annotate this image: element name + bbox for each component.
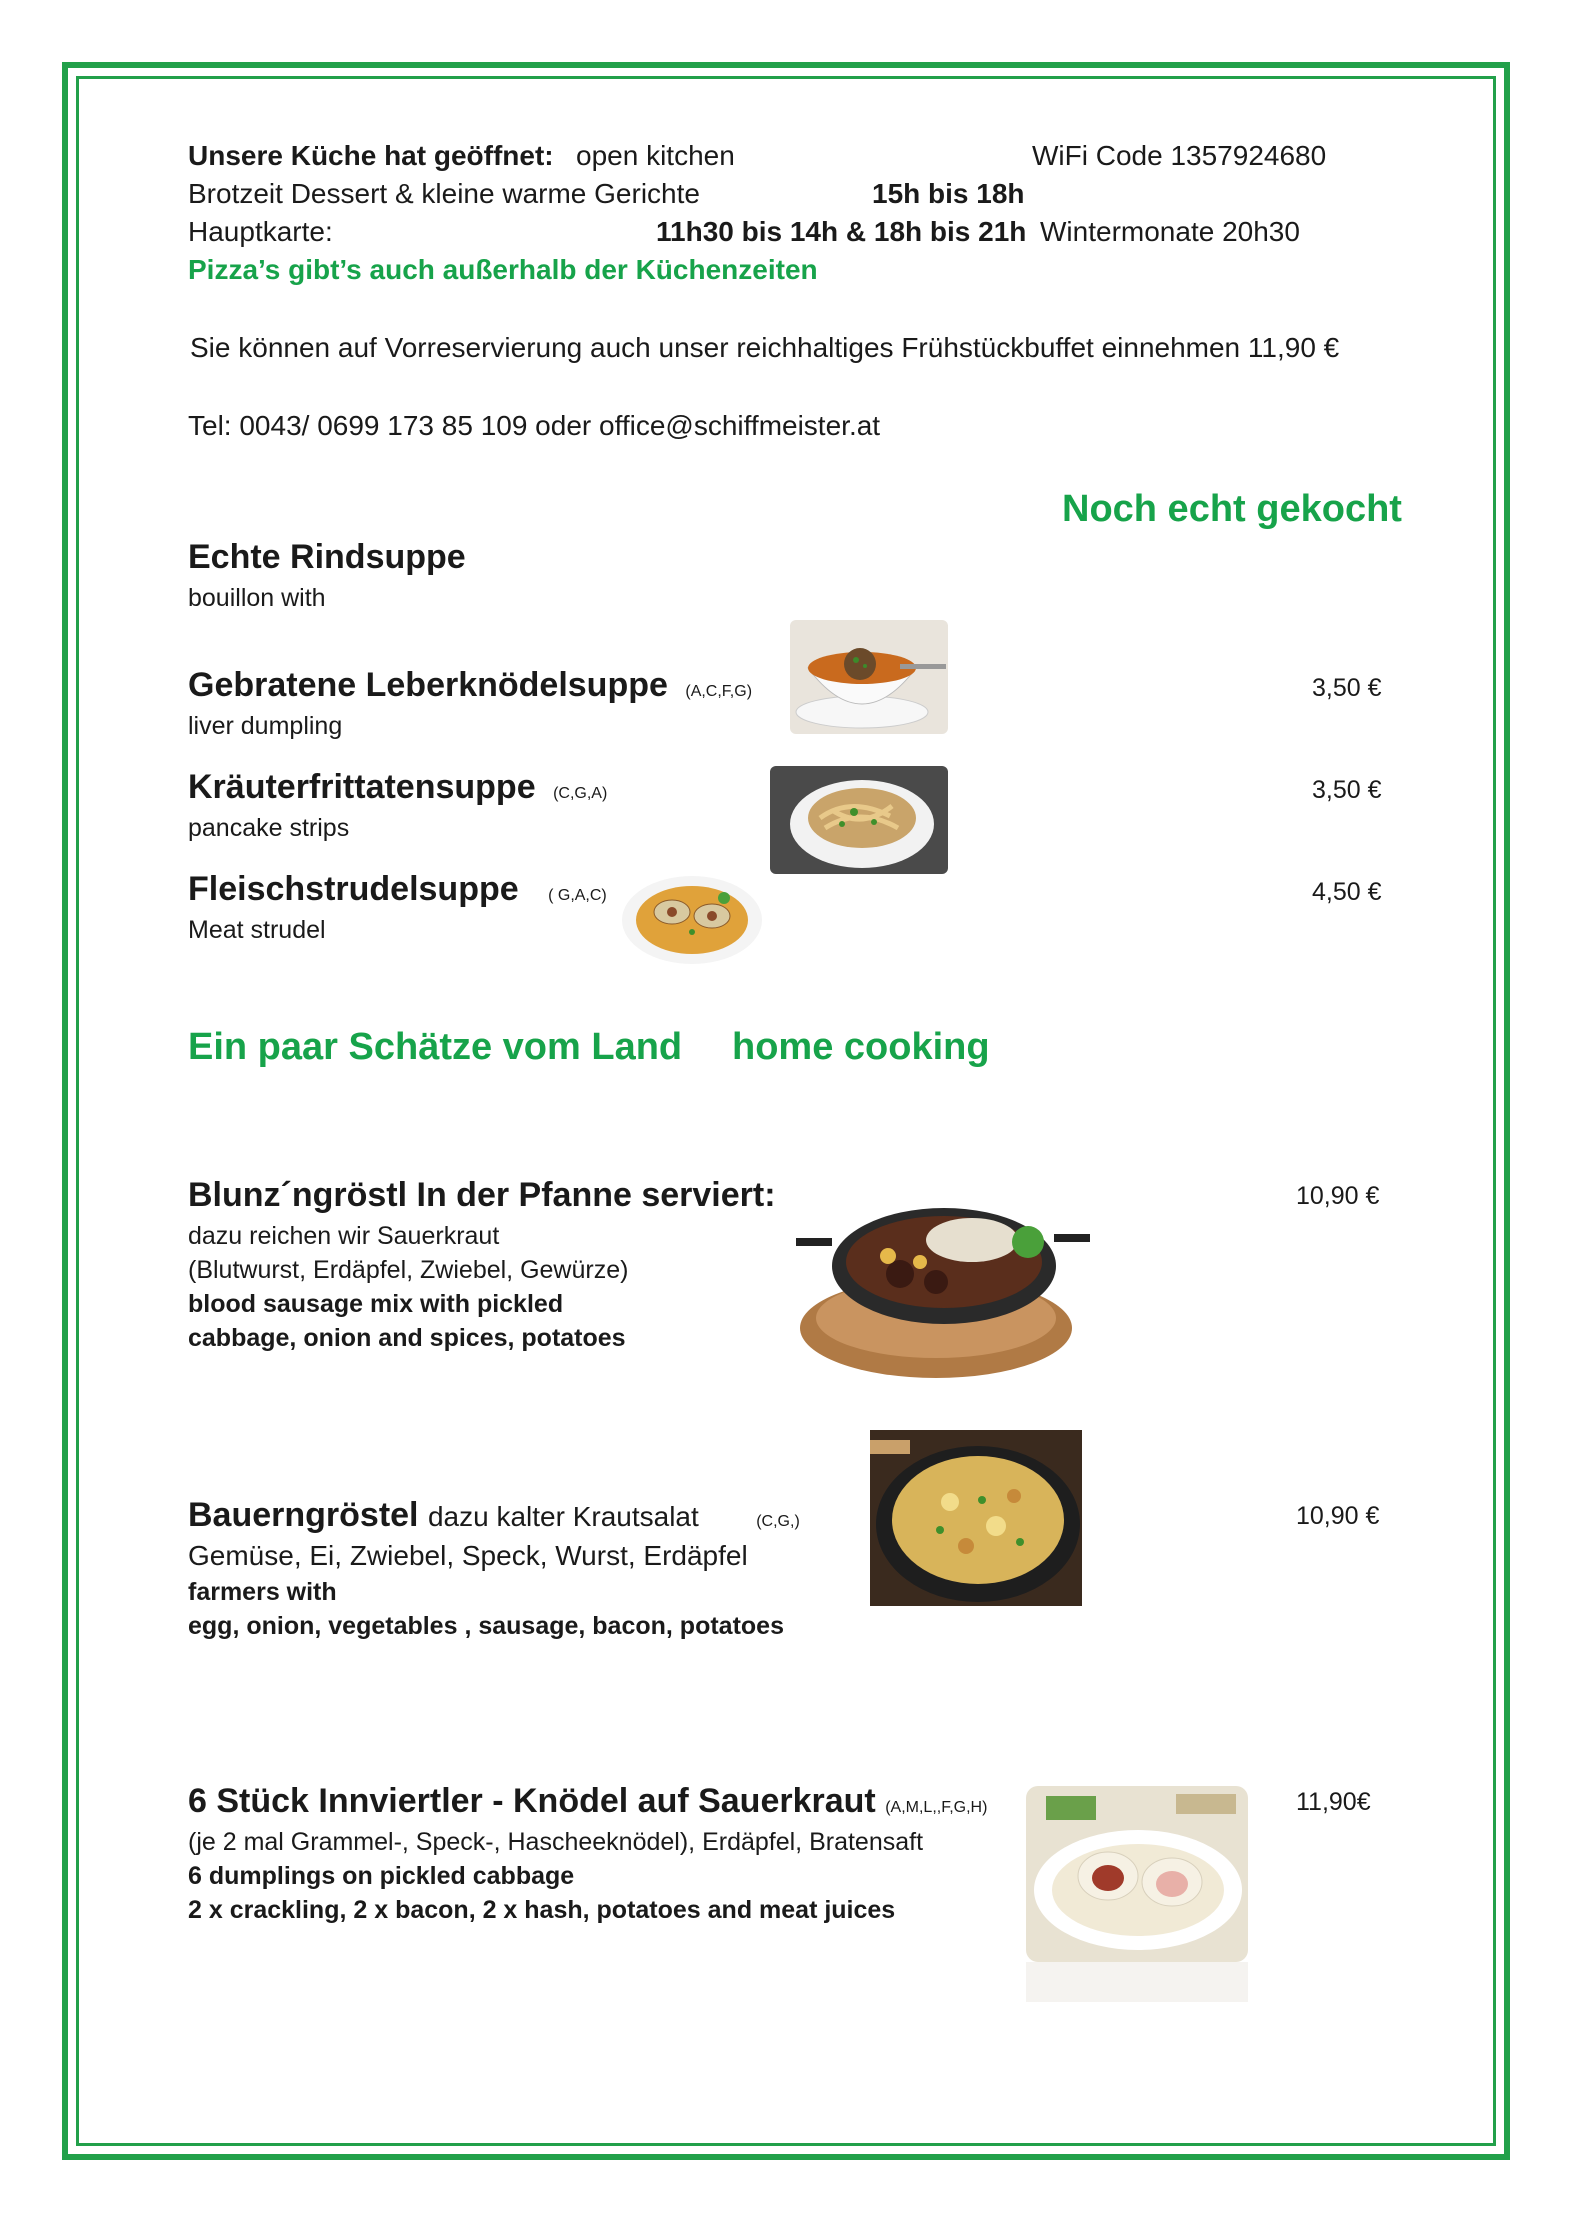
contact-line: Tel: 0043/ 0699 173 85 109 oder office@schiffmeister.at: [188, 410, 881, 441]
soup-name: Gebratene Leberknödelsuppe (A,C,F,G): [188, 666, 753, 704]
breakfast-note: Sie können auf Vorreservierung auch unser reichhaltiges Frühstückbuffet einnehmen 11,90 €: [190, 332, 1340, 363]
soup-sub: Meat strudel: [188, 916, 326, 944]
soup-sub: pancake strips: [188, 814, 350, 842]
snacks-label: Brotzeit Dessert & kleine warme Gerichte: [188, 178, 700, 209]
blood-sausage-pan-photo: [796, 1178, 1090, 1384]
intro-soup-sub: bouillon with: [188, 584, 326, 612]
meat-strudel-soup-photo: [612, 868, 770, 968]
snacks-hours: 15h bis 18h: [872, 178, 1025, 209]
dish-line: (je 2 mal Grammel-, Speck-, Hascheeknödel), Erdäpfel, Bratensaft: [188, 1828, 924, 1856]
pizza-note: Pizza’s gibt’s auch außerhalb der Küchenzeiten: [188, 254, 818, 285]
home-section-subtitle: home cooking: [732, 1026, 990, 1068]
dish-name: 6 Stück Innviertler - Knödel auf Sauerkraut (A,M,L,,F,G,H): [188, 1782, 988, 1820]
main-menu-label: Hauptkarte:: [188, 216, 333, 247]
dish-english: blood sausage mix with pickled: [188, 1290, 564, 1318]
dish-english: egg, onion, vegetables , sausage, bacon, potatoes: [188, 1612, 784, 1640]
soup-allergens: (C,G,A): [553, 785, 608, 802]
dish-english: 2 x crackling, 2 x bacon, 2 x hash, potatoes and meat juices: [188, 1896, 896, 1924]
pancake-strip-soup-photo: [770, 766, 948, 874]
dish-allergens: (A,M,L,,F,G,H): [885, 1799, 988, 1816]
intro-soup-title: Echte Rindsuppe: [188, 538, 466, 576]
dish-name-suffix: dazu kalter Krautsalat: [427, 1501, 699, 1532]
winter-hours: Wintermonate 20h30: [1040, 216, 1300, 247]
dish-line: Gemüse, Ei, Zwiebel, Speck, Wurst, Erdäpfel: [188, 1540, 748, 1571]
soups-section-title: Noch echt gekocht: [1062, 488, 1402, 530]
dumplings-plate-photo: [1026, 1786, 1248, 1962]
kitchen-open-en: open kitchen: [576, 140, 735, 171]
soup-price: 3,50 €: [1312, 674, 1382, 702]
dish-name: Blunz´ngröstl In der Pfanne serviert:: [188, 1176, 776, 1214]
dumplings-photo-reflection: [1026, 1962, 1248, 2002]
dish-price: 10,90 €: [1296, 1502, 1380, 1530]
soup-allergens: (A,C,F,G): [685, 683, 753, 700]
dish-line: dazu reichen wir Sauerkraut: [188, 1222, 500, 1250]
farmers-skillet-photo: [870, 1430, 1082, 1606]
soup-price: 3,50 €: [1312, 776, 1382, 804]
dish-allergens: (C,G,): [756, 1513, 800, 1530]
wifi-code: WiFi Code 1357924680: [1032, 140, 1327, 171]
dish-name: Bauerngröstel dazu kalter Krautsalat (C,G,): [188, 1496, 800, 1534]
liver-dumpling-soup-photo: [790, 620, 948, 734]
soup-name: Fleischstrudelsuppe ( G,A,C): [188, 870, 607, 908]
dish-english: farmers with: [188, 1578, 337, 1606]
soup-price: 4,50 €: [1312, 878, 1382, 906]
dish-price: 11,90€: [1296, 1788, 1371, 1816]
soup-allergens: ( G,A,C): [548, 887, 607, 904]
dish-english: cabbage, onion and spices, potatoes: [188, 1324, 626, 1352]
dish-english: 6 dumplings on pickled cabbage: [188, 1862, 575, 1890]
dish-price: 10,90 €: [1296, 1182, 1380, 1210]
dish-line: (Blutwurst, Erdäpfel, Zwiebel, Gewürze): [188, 1256, 629, 1284]
main-menu-hours: 11h30 bis 14h & 18h bis 21h: [656, 216, 1027, 247]
soup-name: Kräuterfrittatensuppe (C,G,A): [188, 768, 608, 806]
kitchen-open-label: Unsere Küche hat geöffnet:: [188, 140, 554, 171]
home-section-title: Ein paar Schätze vom Land: [188, 1026, 683, 1068]
soup-sub: liver dumpling: [188, 712, 343, 740]
